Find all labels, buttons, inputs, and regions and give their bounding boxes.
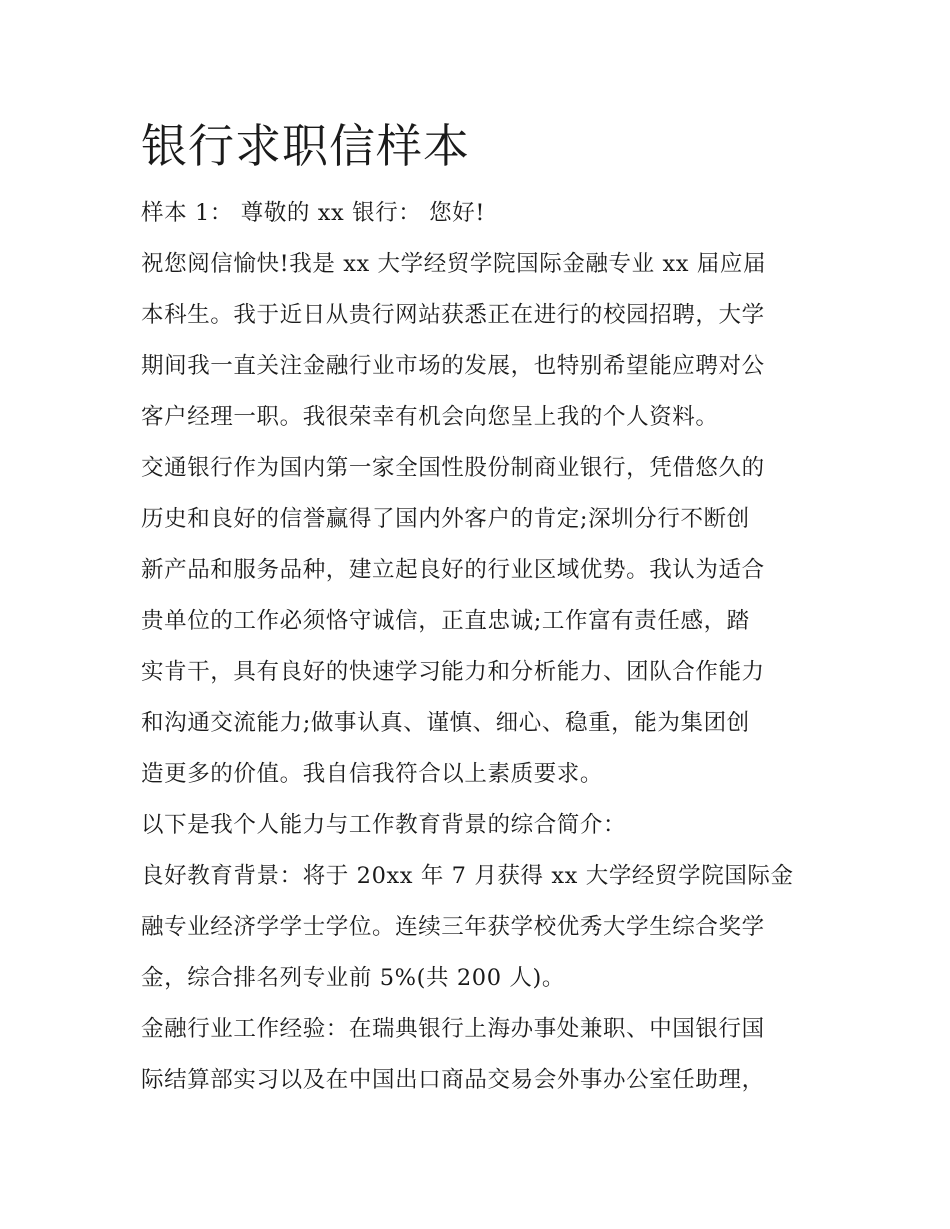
body-line: 际结算部实习以及在中国出口商品交易会外事办公室任助理， [141,1067,765,1093]
body-line: 以下是我个人能力与工作教育背景的综合简介： [141,812,627,838]
document-page [141,112,816,1106]
body-line: 本科生。我于近日从贵行网站获悉正在进行的校园招聘，大学 [141,302,765,328]
body-line: 祝您阅信愉快!我是 xx 大学经贸学院国际金融专业 xx 届应届 [141,251,767,277]
document-title: 银行求职信样本 [141,119,470,173]
body-line: 样本 1： 尊敬的 xx 银行： 您好! [141,200,485,226]
body-line: 良好教育背景：将于 20xx 年 7 月获得 xx 大学经贸学院国际金 [141,863,794,889]
body-line: 实肯干，具有良好的快速学习能力和分析能力、团队合作能力 [141,659,765,685]
body-line: 新产品和服务品种，建立起良好的行业区域优势。我认为适合 [141,557,765,583]
body-line: 交通银行作为国内第一家全国性股份制商业银行，凭借悠久的 [141,455,765,481]
body-line: 贵单位的工作必须恪守诚信，正直忠诚;工作富有责任感，踏 [141,608,750,634]
body-line: 和沟通交流能力;做事认真、谨慎、细心、稳重，能为集团创 [141,710,750,736]
body-line: 金融行业工作经验：在瑞典银行上海办事处兼职、中国银行国 [141,1016,765,1042]
body-line: 造更多的价值。我自信我符合以上素质要求。 [141,761,604,787]
body-line: 融专业经济学学士学位。连续三年获学校优秀大学生综合奖学 [141,914,765,940]
document-body [141,188,816,1106]
body-line: 金，综合排名列专业前 5%(共 200 人)。 [141,965,565,991]
body-line: 历史和良好的信誉赢得了国内外客户的肯定;深圳分行不断创 [141,506,750,532]
body-line: 客户经理一职。我很荣幸有机会向您呈上我的个人资料。 [141,404,719,430]
body-line: 期间我一直关注金融行业市场的发展，也特别希望能应聘对公 [141,353,765,379]
